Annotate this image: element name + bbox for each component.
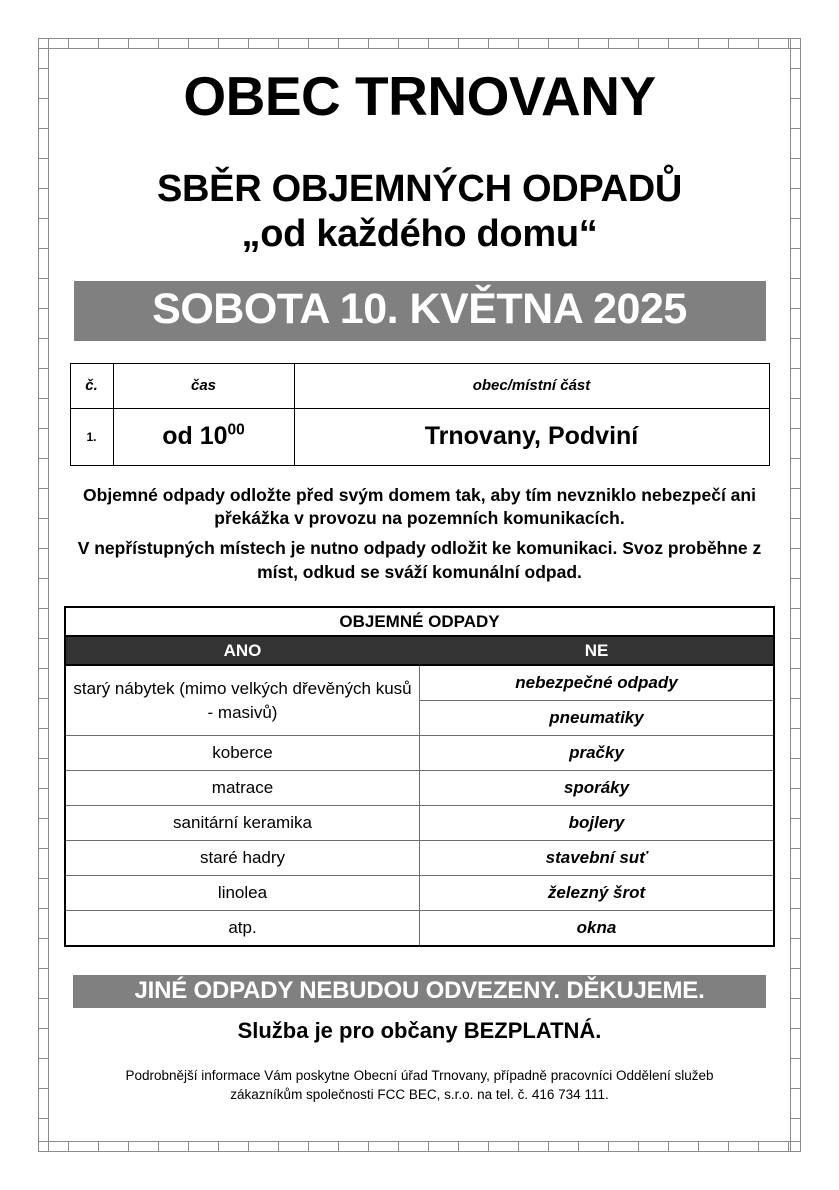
schedule-cell-num: 1. [70, 408, 113, 465]
schedule-cell-time [113, 408, 294, 465]
poster-content [64, 56, 775, 1105]
frame-left-edge [38, 38, 49, 1152]
table-row [65, 806, 774, 841]
date-banner: SOBOTA 10. KVĚTNA 2025 [74, 281, 766, 341]
poster-subtitle [64, 124, 775, 255]
schedule-header-num: č. [70, 363, 113, 408]
schedule-table [70, 363, 770, 466]
schedule-header-place: obec/místní část [294, 363, 769, 408]
schedule-time-value: od 10 [162, 422, 228, 451]
table-row [65, 665, 774, 701]
waste-cell-no: stavební suť [420, 841, 775, 876]
frame-bottom-edge [38, 1141, 801, 1152]
notice-paragraph-2: V nepřístupných místech je nutno odpady odložit ke komunikaci. Svoz proběhne z míst, odkud se sváží komunální odpad. [77, 538, 762, 582]
subtitle-line-1: SBĚR OBJEMNÝCH ODPADŮ [156, 168, 683, 211]
waste-cell-no: nebezpečné odpady [420, 665, 775, 701]
frame-corner-bottom-right [790, 1141, 801, 1152]
waste-cell-yes: linolea [65, 876, 420, 911]
waste-cell-no: bojlery [420, 806, 775, 841]
notice-text [64, 484, 775, 584]
footer-banner: JINÉ ODPADY NEBUDOU ODVEZENY. DĚKUJEME. [73, 975, 766, 1008]
waste-header-row [65, 636, 774, 665]
waste-cell-no: železný šrot [420, 876, 775, 911]
footer-note-line-2: zákazníkům společnosti FCC BEC, s.r.o. na tel. č. 416 734 111. [230, 1087, 609, 1103]
frame-right-edge [790, 38, 801, 1152]
waste-cell-yes: atp. [65, 911, 420, 947]
table-row [65, 841, 774, 876]
schedule-time-minutes: 00 [227, 422, 245, 440]
footer-contact-note [64, 1066, 775, 1104]
waste-header-no: NE [420, 636, 775, 665]
waste-header-yes: ANO [65, 636, 420, 665]
waste-table-wrapper [64, 606, 775, 947]
waste-table [64, 606, 775, 947]
page-title: OBEC TRNOVANY [183, 65, 656, 127]
waste-cell-no: pneumatiky [420, 701, 775, 736]
schedule-header-row [70, 363, 769, 408]
subtitle-line-2: „od každého domu“ [241, 212, 598, 255]
table-row [65, 876, 774, 911]
table-row [70, 408, 769, 465]
waste-cell-yes: koberce [65, 736, 420, 771]
waste-cell-yes: staré hadry [65, 841, 420, 876]
waste-cell-yes: starý nábytek (mimo velkých dřevěných kusů - masivů) [65, 665, 420, 736]
table-row [65, 736, 774, 771]
waste-cell-no: sporáky [420, 771, 775, 806]
footer-free-service: Služba je pro občany BEZPLATNÁ. [237, 1018, 602, 1044]
waste-table-title: OBJEMNÉ ODPADY [65, 607, 774, 636]
table-row [65, 911, 774, 947]
waste-cell-yes: sanitární keramika [65, 806, 420, 841]
frame-top-edge [38, 38, 801, 49]
frame-corner-bottom-left [38, 1141, 49, 1152]
waste-cell-no: pračky [420, 736, 775, 771]
waste-cell-no: okna [420, 911, 775, 947]
notice-paragraph-1: Objemné odpady odložte před svým domem tak, aby tím nevzniklo nebezpečí ani překážka v provozu na pozemních komunikacích. [83, 484, 756, 529]
footer-note-line-1: Podrobnější informace Vám poskytne Obecní úřad Trnovany, případně pracovníci Oddělení služeb [125, 1068, 714, 1084]
waste-cell-yes: matrace [65, 771, 420, 806]
frame-corner-top-left [38, 38, 49, 49]
table-row [65, 771, 774, 806]
schedule-header-time: čas [113, 363, 294, 408]
frame-corner-top-right [790, 38, 801, 49]
schedule-table-wrapper [64, 363, 775, 466]
schedule-cell-place: Trnovany, Podviní [294, 408, 769, 465]
waste-title-row [65, 607, 774, 636]
